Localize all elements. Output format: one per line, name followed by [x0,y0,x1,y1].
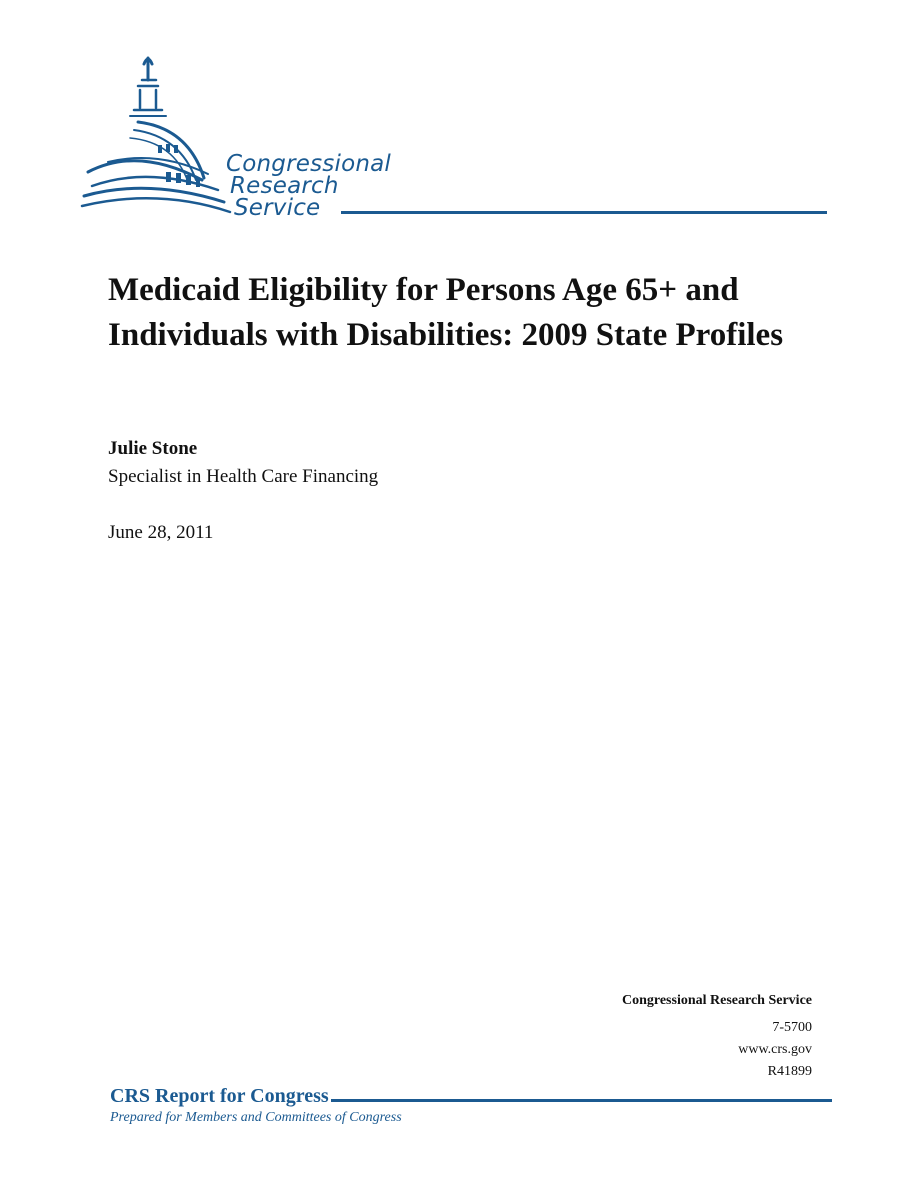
report-date: June 28, 2011 [108,522,214,543]
report-title: Medicaid Eligibility for Persons Age 65+ and Individuals with Disabilities: 2009 State Profiles [108,272,784,353]
logo-line-3: Service [234,195,321,221]
footer-title: CRS Report for Congress [110,1085,329,1107]
crs-logo [78,50,828,230]
footer [110,1085,832,1126]
logo-rule [341,211,827,214]
logo-line-2: Research [230,173,339,199]
author-name: Julie Stone [108,438,198,459]
crs-org-name: Congressional Research Service [621,993,812,1008]
crs-contact-block [622,990,812,1083]
logo-line-1: Congressional [226,151,392,177]
capitol-dome-icon [78,50,248,230]
author-role: Specialist in Health Care Financing [108,466,379,487]
crs-website: www.crs.gov [738,1042,812,1057]
report-number: R41899 [767,1064,812,1079]
crs-phone: 7-5700 [772,1020,812,1035]
footer-subtitle: Prepared for Members and Committees of Congress [110,1110,402,1125]
